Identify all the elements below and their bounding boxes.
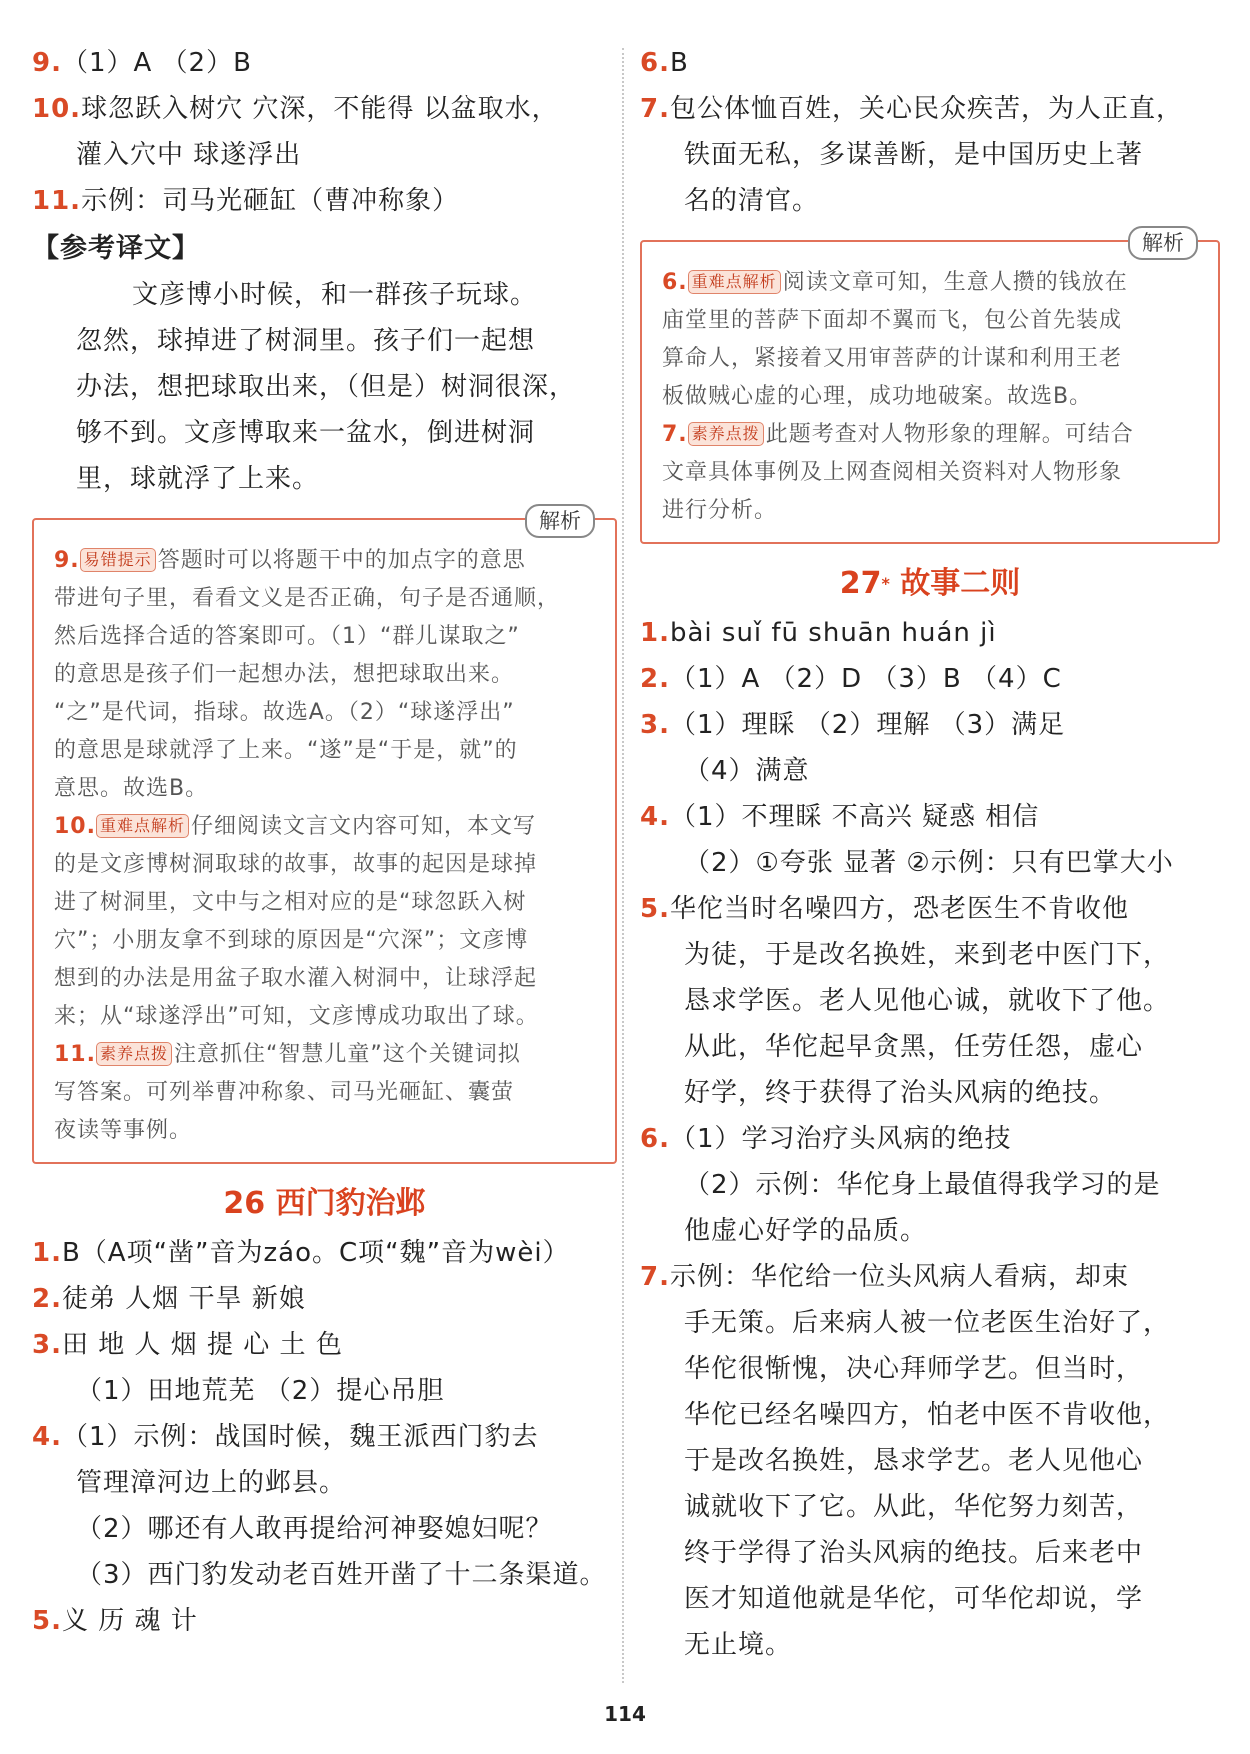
analysis-text: 然后选择合适的答案即可。（1）“群儿谋取之” [54, 624, 520, 649]
left-analysis-box [32, 509, 617, 1164]
section-26-title: 26 西门豹治邺 [223, 1186, 426, 1221]
analysis-tag: 解析 [525, 504, 595, 538]
answer-line [32, 1322, 617, 1368]
answer-text: 好学，终于获得了治头风病的绝技。 [684, 1078, 1117, 1108]
analysis-line [54, 808, 599, 846]
answer-text: bài suǐ fū shuān huán jì [669, 618, 997, 648]
analysis-text: 文章具体事例及上网查阅相关资料对人物形象 [662, 460, 1123, 485]
left-analysis-lines [54, 542, 599, 1150]
answer-text: B [669, 48, 689, 78]
analysis-line [662, 492, 1202, 530]
answer-text: （1）示例：战国时候，魏王派西门豹去 [61, 1422, 539, 1452]
analysis-chip: 重难点解析 [96, 814, 189, 838]
answer-line [32, 178, 617, 224]
answer-line [32, 1276, 617, 1322]
answer-line [640, 1208, 1220, 1254]
translation-line: 够不到。文彦博取来一盆水，倒进树洞 [76, 418, 536, 448]
answer-line [640, 1070, 1220, 1116]
section-27-name: 故事二则 [900, 566, 1021, 601]
analysis-text: 的意思是孩子们一起想办法，想把球取出来。 [54, 662, 515, 687]
analysis-line [54, 656, 599, 694]
answer-text: （4）满意 [684, 756, 810, 786]
question-number: 6. [640, 1124, 670, 1154]
analysis-number: 11. [54, 1042, 96, 1067]
answer-text: 示例：司马光砸缸（曹冲称象） [81, 186, 460, 216]
answer-line [640, 978, 1220, 1024]
answer-line [640, 932, 1220, 978]
answer-text: 无止境。 [684, 1630, 793, 1660]
answer-text: 华佗已经名噪四方，怕老中医不肯收他， [684, 1400, 1171, 1430]
translation-line: 文彦博小时候，和一群孩子玩球。 [132, 280, 538, 310]
answer-text: 徒弟 人烟 干旱 新娘 [61, 1284, 306, 1314]
section-26-answers [32, 1230, 617, 1644]
analysis-line [54, 542, 599, 580]
question-number: 4. [640, 802, 670, 832]
answer-line [640, 86, 1220, 132]
analysis-text: 夜读等事例。 [54, 1118, 193, 1143]
analysis-line [662, 302, 1202, 340]
analysis-line [662, 378, 1202, 416]
answer-text: （1）A （2）D （3）B （4）C [669, 664, 1062, 694]
analysis-number: 6. [662, 270, 688, 295]
analysis-text: 阅读文章可知，生意人攒的钱放在 [782, 270, 1128, 295]
question-number: 2. [32, 1284, 62, 1314]
section-27-title [640, 558, 1220, 610]
answer-text: （1）学习治疗头风病的绝技 [669, 1124, 1012, 1154]
question-number: 9. [32, 48, 62, 78]
question-number: 7. [640, 1262, 670, 1292]
question-number: 11. [32, 186, 82, 216]
analysis-text: 算命人，紧接着又用审菩萨的计谋和利用王老 [662, 346, 1123, 371]
answer-line [640, 1346, 1220, 1392]
translation-heading: 【参考译文】 [32, 233, 200, 264]
answer-text: B（A项“凿”音为záo。C项“魏”音为wèi） [61, 1238, 570, 1268]
section-27-number: 27 [839, 566, 882, 601]
answer-line [32, 1506, 617, 1552]
answer-line [640, 1438, 1220, 1484]
section-27-answers [640, 610, 1220, 1668]
analysis-chip: 素养点拨 [688, 422, 764, 446]
answer-line [640, 702, 1220, 748]
analysis-number: 10. [54, 814, 96, 839]
analysis-chip: 易错提示 [80, 548, 156, 572]
question-number: 7. [640, 94, 670, 124]
question-number: 5. [32, 1606, 62, 1636]
analysis-text: 穴”；小朋友拿不到球的原因是“穴深”；文彦博 [54, 928, 529, 953]
answer-text: 恳求学医。老人见他心诚，就收下了他。 [684, 986, 1171, 1016]
answer-line [640, 1622, 1220, 1668]
analysis-tag: 解析 [1128, 226, 1198, 260]
analysis-line [54, 846, 599, 884]
answer-text: 华佗当时名噪四方，恐老医生不肯收他 [669, 894, 1129, 924]
translation-line: 办法，想把球取出来，（但是）树洞很深， [76, 372, 577, 402]
answer-text: 义 历 魂 计 [61, 1606, 198, 1636]
analysis-text: 写答案。可列举曹冲称象、司马光砸缸、囊萤 [54, 1080, 515, 1105]
answer-line [32, 1460, 617, 1506]
answer-text: 手无策。后来病人被一位老医生治好了， [684, 1308, 1171, 1338]
analysis-text: 进了树洞里，文中与之相对应的是“球忽跃入树 [54, 890, 527, 915]
analysis-number: 9. [54, 548, 80, 573]
answer-line [640, 132, 1220, 178]
right-analysis-lines [662, 264, 1202, 530]
answer-line [640, 1024, 1220, 1070]
analysis-text: 意思。故选B。 [54, 776, 209, 801]
analysis-text: 的是文彦博树洞取球的故事，故事的起因是球掉 [54, 852, 538, 877]
question-number: 6. [640, 48, 670, 78]
analysis-text: “之”是代词，指球。故选A。（2）“球遂浮出” [54, 700, 515, 725]
analysis-line [54, 1036, 599, 1074]
answer-line [32, 1552, 617, 1598]
analysis-line [54, 770, 599, 808]
question-number: 1. [640, 618, 670, 648]
answer-text: 灌入穴中 球遂浮出 [76, 140, 302, 170]
answer-line [640, 1116, 1220, 1162]
answer-text: （2）①夸张 显著 ②示例：只有巴掌大小 [684, 848, 1174, 878]
translation-line: 里，球就浮了上来。 [76, 464, 320, 494]
answer-text: （1）理睬 （2）理解 （3）满足 [669, 710, 1066, 740]
analysis-text: 板做贼心虚的心理，成功地破案。故选B。 [662, 384, 1093, 409]
answer-line [640, 1576, 1220, 1622]
answer-line [32, 1368, 617, 1414]
question-number: 5. [640, 894, 670, 924]
question-number: 3. [640, 710, 670, 740]
analysis-line [662, 454, 1202, 492]
answer-line [640, 748, 1220, 794]
answer-text: 终于学得了治头风病的绝技。后来老中 [684, 1538, 1144, 1568]
analysis-line [54, 618, 599, 656]
column-divider [622, 48, 624, 1683]
analysis-line [54, 732, 599, 770]
translation-line: 忽然，球掉进了树洞里。孩子们一起想 [76, 326, 536, 356]
analysis-line [54, 922, 599, 960]
analysis-text: 此题考查对人物形象的理解。可结合 [765, 422, 1134, 447]
answer-line [640, 794, 1220, 840]
answer-line [32, 1598, 617, 1644]
question-number: 2. [640, 664, 670, 694]
answer-line [640, 886, 1220, 932]
answer-text: 球忽跃入树穴 穴深，不能得 以盆取水， [81, 94, 559, 124]
analysis-text: 仔细阅读文言文内容可知，本文写 [191, 814, 537, 839]
answer-text: 铁面无私，多谋善断，是中国历史上著 [684, 140, 1144, 170]
analysis-line [54, 580, 599, 618]
answer-line [640, 840, 1220, 886]
answer-line [640, 656, 1220, 702]
analysis-number: 7. [662, 422, 688, 447]
answer-text: 于是改名换姓，恳求学艺。老人见他心 [684, 1446, 1144, 1476]
answer-text: （2）哪还有人敢再提给河神娶媳妇呢？ [76, 1514, 553, 1544]
translation-text [32, 272, 617, 502]
answer-line [640, 178, 1220, 224]
answer-text: 名的清官。 [684, 186, 820, 216]
answer-text: 示例：华佗给一位头风病人看病，却束 [669, 1262, 1129, 1292]
analysis-text: 答题时可以将题干中的加点字的意思 [157, 548, 526, 573]
answer-line [32, 1414, 617, 1460]
answer-line [32, 86, 617, 132]
answer-line [640, 1254, 1220, 1300]
question-number: 3. [32, 1330, 62, 1360]
page-number: 114 [604, 1702, 646, 1726]
right-analysis-box [640, 231, 1220, 544]
answer-text: 田 地 人 烟 提 心 土 色 [61, 1330, 343, 1360]
analysis-text: 带进句子里，看看文义是否正确，句子是否通顺， [54, 586, 561, 611]
answer-text: （1）不理睬 不高兴 疑惑 相信 [669, 802, 1040, 832]
answer-text: 管理漳河边上的邺县。 [76, 1468, 347, 1498]
analysis-chip: 重难点解析 [688, 270, 781, 294]
answer-text: 诚就收下了它。从此，华佗努力刻苦， [684, 1492, 1144, 1522]
analysis-line [54, 960, 599, 998]
answer-line [640, 1530, 1220, 1576]
analysis-text: 想到的办法是用盆子取水灌入树洞中，让球浮起 [54, 966, 538, 991]
answer-line [640, 1392, 1220, 1438]
answer-text: 医才知道他就是华佗，可华佗却说，学 [684, 1584, 1144, 1614]
answer-text: 从此，华佗起早贪黑，任劳任怨，虚心 [684, 1032, 1144, 1062]
analysis-line [54, 998, 599, 1036]
answer-line [640, 1162, 1220, 1208]
answer-line [640, 1484, 1220, 1530]
analysis-text: 进行分析。 [662, 498, 778, 523]
answer-text: （1）A （2）B [61, 48, 252, 78]
analysis-line [54, 1112, 599, 1150]
analysis-line [662, 264, 1202, 302]
answer-line [640, 1300, 1220, 1346]
answer-text: 包公体恤百姓，关心民众疾苦，为人正直， [669, 94, 1183, 124]
right-answers-top [640, 40, 1220, 224]
analysis-line [54, 884, 599, 922]
left-answers-top [32, 40, 617, 224]
answer-line [640, 40, 1220, 86]
answer-text: 为徒，于是改名换姓，来到老中医门下， [684, 940, 1171, 970]
analysis-line [662, 416, 1202, 454]
analysis-line [54, 694, 599, 732]
answer-text: （2）示例：华佗身上最值得我学习的是 [684, 1170, 1161, 1200]
analysis-text: 庙堂里的菩萨下面却不翼而飞，包公首先装成 [662, 308, 1123, 333]
question-number: 10. [32, 94, 82, 124]
question-number: 4. [32, 1422, 62, 1452]
section-27-star: * [881, 574, 890, 593]
analysis-text: 注意抓住“智慧儿童”这个关键词拟 [174, 1042, 521, 1067]
left-column [32, 40, 617, 1644]
answer-text: （1）田地荒芜 （2）提心吊胆 [76, 1376, 445, 1406]
analysis-text: 的意思是球就浮了上来。“遂”是“于是，就”的 [54, 738, 518, 763]
analysis-chip: 素养点拨 [96, 1042, 172, 1066]
answer-line [32, 132, 617, 178]
answer-text: 他虚心好学的品质。 [684, 1216, 928, 1246]
analysis-line [54, 1074, 599, 1112]
answer-text: （3）西门豹发动老百姓开凿了十二条渠道。 [76, 1560, 607, 1590]
question-number: 1. [32, 1238, 62, 1268]
right-column [640, 40, 1220, 1668]
analysis-text: 来；从“球遂浮出”可知，文彦博成功取出了球。 [54, 1004, 539, 1029]
answer-line [640, 610, 1220, 656]
analysis-line [662, 340, 1202, 378]
answer-line [32, 1230, 617, 1276]
answer-line [32, 40, 617, 86]
answer-text: 华佗很惭愧，决心拜师学艺。但当时， [684, 1354, 1144, 1384]
